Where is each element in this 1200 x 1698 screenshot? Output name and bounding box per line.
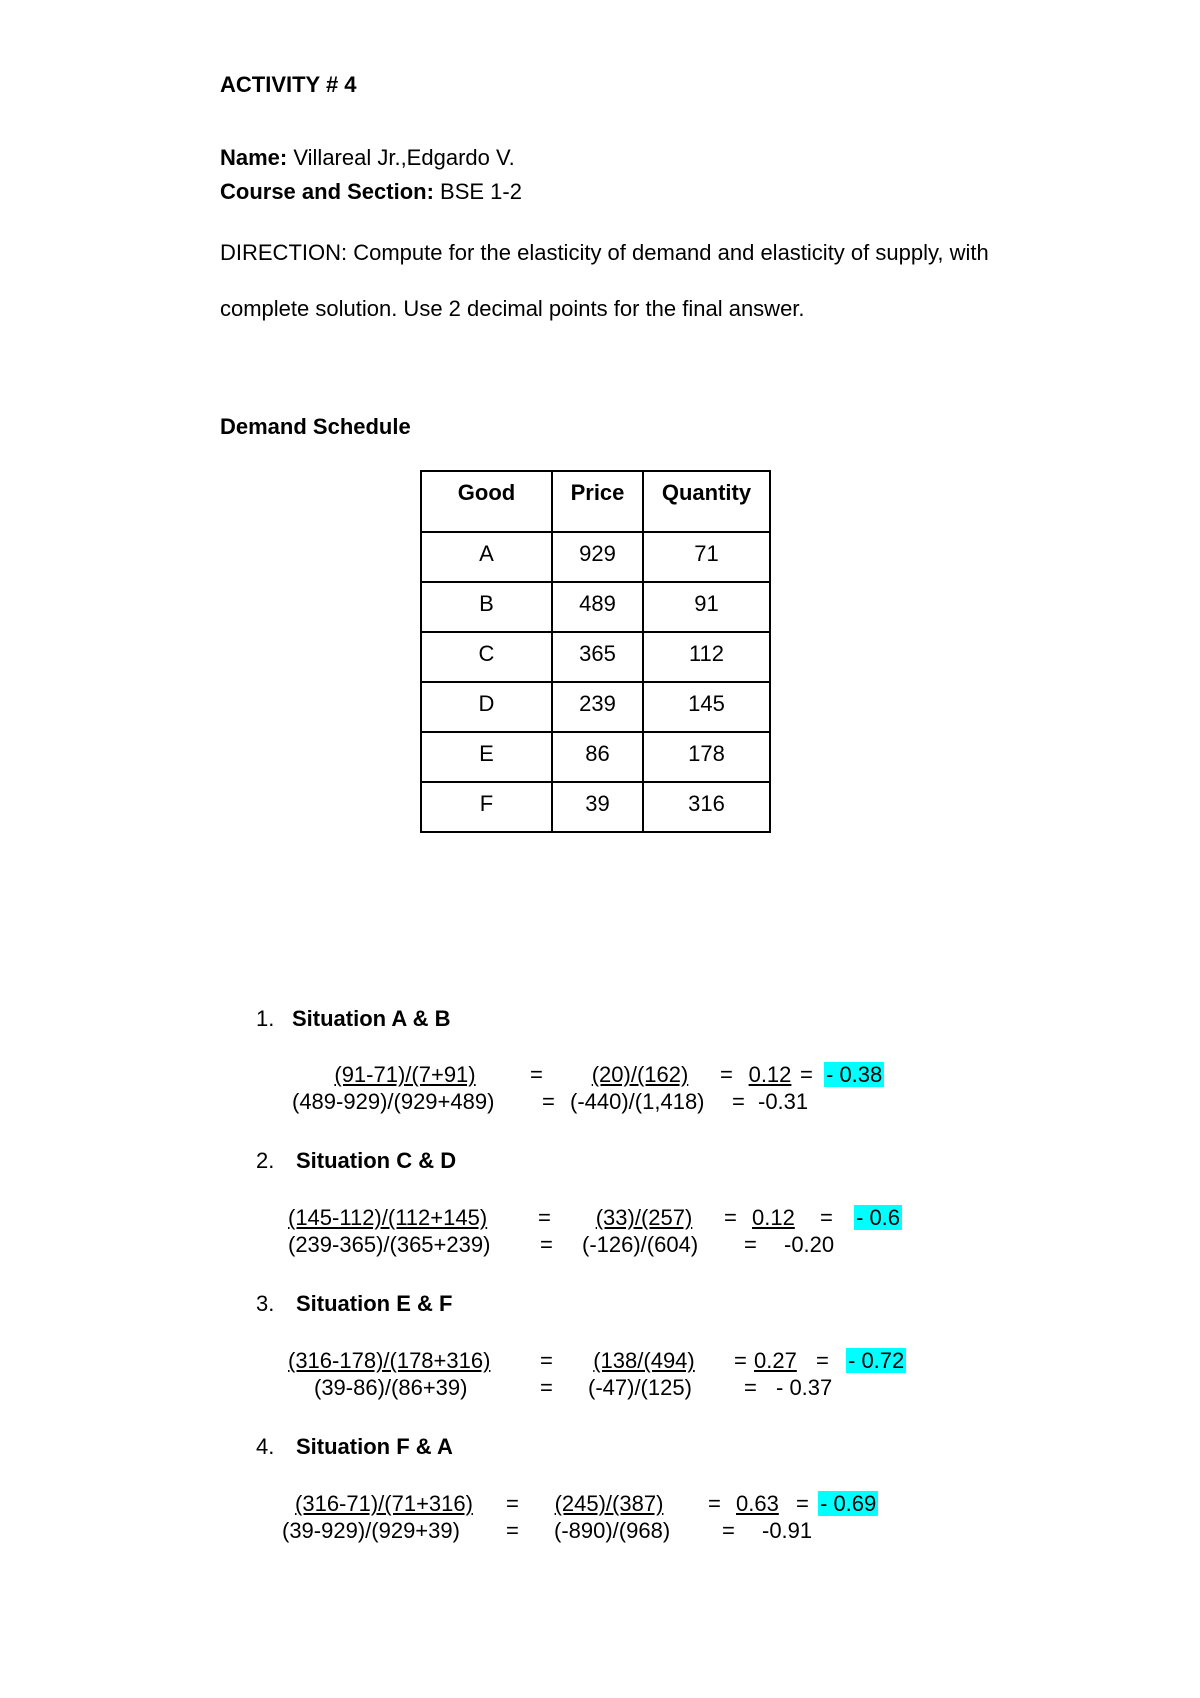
situation-title: Situation A & B <box>292 1006 451 1031</box>
denominator-simplified: (-126)/(604) <box>582 1232 699 1257</box>
equals-sign: = <box>724 1205 737 1230</box>
elasticity-result <box>846 1348 906 1374</box>
cell-price: 39 <box>552 782 643 832</box>
denominator-value: - 0.37 <box>776 1375 833 1400</box>
equals-sign: = <box>744 1232 757 1257</box>
situation-title: Situation C & D <box>296 1148 457 1173</box>
numerator-simplified: (245)/(387) <box>554 1491 664 1516</box>
situation-title: Situation E & F <box>296 1291 453 1316</box>
course-line <box>220 179 522 205</box>
cell-quantity: 316 <box>643 782 770 832</box>
name-line <box>220 145 515 171</box>
result-highlight: - 0.72 <box>848 1348 905 1373</box>
column-header-price: Price <box>552 471 643 532</box>
situation-number: 4. <box>256 1434 275 1459</box>
equals-sign: = <box>720 1062 733 1087</box>
result-highlight: - 0.38 <box>826 1062 883 1087</box>
equals-sign: = <box>722 1518 735 1543</box>
denominator-expression: (239-365)/(365+239) <box>288 1232 491 1257</box>
denominator-value: -0.20 <box>784 1232 835 1257</box>
course-label: Course and Section: <box>220 179 434 204</box>
cell-quantity: 91 <box>643 582 770 632</box>
column-header-quantity: Quantity <box>643 471 770 532</box>
column-header-good: Good <box>421 471 552 532</box>
cell-good: E <box>421 732 552 782</box>
result-highlight: - 0.69 <box>820 1491 877 1516</box>
cell-good: D <box>421 682 552 732</box>
cell-quantity: 112 <box>643 632 770 682</box>
cell-good: F <box>421 782 552 832</box>
cell-quantity: 178 <box>643 732 770 782</box>
situation-number: 3. <box>256 1291 275 1316</box>
cell-price: 489 <box>552 582 643 632</box>
numerator-value: 0.12 <box>748 1062 792 1087</box>
table-row <box>421 632 770 682</box>
cell-price: 239 <box>552 682 643 732</box>
elasticity-result <box>854 1205 902 1231</box>
equals-sign: = <box>506 1518 519 1543</box>
denominator-value: -0.91 <box>762 1518 813 1543</box>
denominator-value: -0.31 <box>758 1089 809 1114</box>
equals-sign: = <box>800 1062 813 1087</box>
numerator-simplified: (138/(494) <box>593 1348 695 1373</box>
equals-sign: = <box>708 1491 721 1516</box>
situation-number: 2. <box>256 1148 275 1173</box>
name-label: Name: <box>220 145 288 170</box>
equals-sign: = <box>820 1205 833 1230</box>
numerator-expression: (316-71)/(71+316) <box>295 1491 473 1516</box>
equals-sign: = <box>542 1089 555 1114</box>
demand-schedule-table <box>420 470 771 833</box>
table-row <box>421 532 770 582</box>
situation-title: Situation F & A <box>296 1434 453 1459</box>
table-row <box>421 782 770 832</box>
activity-title: ACTIVITY # 4 <box>220 72 357 97</box>
cell-good: B <box>421 582 552 632</box>
equals-sign: = <box>816 1348 829 1373</box>
numerator-expression: (145-112)/(112+145) <box>288 1205 488 1230</box>
cell-price: 365 <box>552 632 643 682</box>
direction-line-1: DIRECTION: Compute for the elasticity of demand and elasticity of supply, with <box>220 240 989 265</box>
numerator-value: 0.27 <box>754 1348 797 1373</box>
equals-sign: = <box>732 1089 745 1114</box>
denominator-expression: (39-86)/(86+39) <box>314 1375 468 1400</box>
course-value: BSE 1-2 <box>440 179 522 204</box>
cell-quantity: 71 <box>643 532 770 582</box>
equals-sign: = <box>540 1375 553 1400</box>
equals-sign: = <box>506 1491 519 1516</box>
elasticity-result <box>818 1491 878 1517</box>
numerator-expression: (91-71)/(7+91) <box>334 1062 476 1087</box>
equals-sign: = <box>744 1375 757 1400</box>
table-header-row <box>421 471 770 532</box>
numerator-value: 0.12 <box>752 1205 795 1230</box>
name-value: Villareal Jr.,Edgardo V. <box>293 145 515 170</box>
numerator-expression: (316-178)/(178+316) <box>288 1348 491 1373</box>
equals-sign: = <box>540 1348 553 1373</box>
numerator-simplified: (20)/(162) <box>591 1062 689 1087</box>
denominator-simplified: (-890)/(968) <box>554 1518 671 1543</box>
equals-sign: = <box>796 1491 809 1516</box>
cell-price: 86 <box>552 732 643 782</box>
equals-sign: = <box>530 1062 543 1087</box>
cell-price: 929 <box>552 532 643 582</box>
denominator-simplified: (-47)/(125) <box>588 1375 692 1400</box>
cell-good: A <box>421 532 552 582</box>
denominator-expression: (489-929)/(929+489) <box>292 1089 495 1114</box>
equals-sign: = <box>734 1348 747 1373</box>
table-row <box>421 682 770 732</box>
denominator-simplified: (-440)/(1,418) <box>570 1089 705 1114</box>
demand-schedule-heading: Demand Schedule <box>220 414 411 439</box>
direction-line-2: complete solution. Use 2 decimal points for the final answer. <box>220 296 805 321</box>
numerator-value: 0.63 <box>736 1491 779 1516</box>
elasticity-result <box>824 1062 884 1088</box>
table-row <box>421 732 770 782</box>
equals-sign: = <box>540 1232 553 1257</box>
table-row <box>421 582 770 632</box>
cell-good: C <box>421 632 552 682</box>
cell-quantity: 145 <box>643 682 770 732</box>
result-highlight: - 0.6 <box>856 1205 901 1230</box>
equals-sign: = <box>538 1205 551 1230</box>
situation-number: 1. <box>256 1006 275 1031</box>
denominator-expression: (39-929)/(929+39) <box>282 1518 460 1543</box>
numerator-simplified: (33)/(257) <box>595 1205 693 1230</box>
